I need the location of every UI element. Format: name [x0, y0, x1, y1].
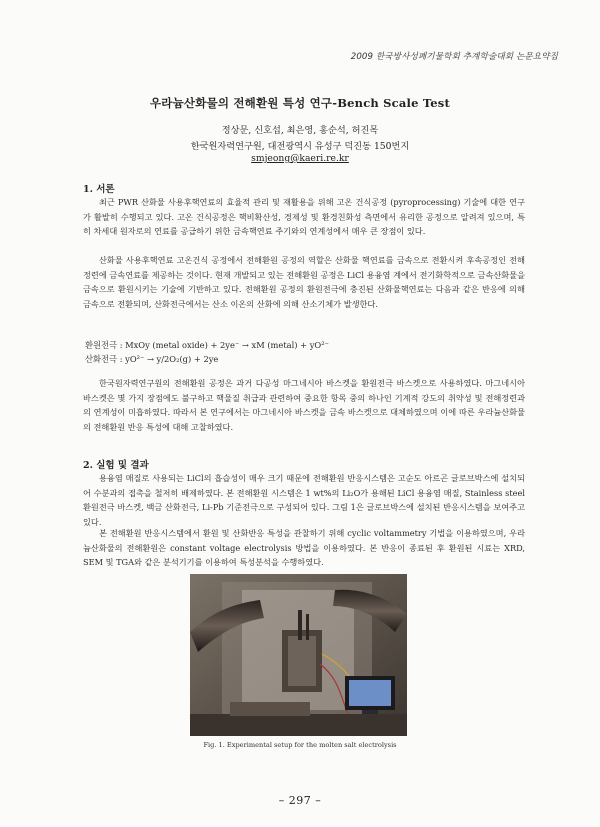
methods-paragraph-1: 용융염 매질로 사용되는 LiCl의 흡습성이 매우 크기 때문에 전해환원 반응시스템은 고순도 아르곤 글로브박스에 설치되어 수분과의 접촉을 철저히 배제하였다. 본 전해환원 시스템은 1 wt%의 Li₂O가 용해된 LiCl 용융염 매질, Stainless steel 환원전극 바스켓, 백금 산화전극, Li-Pb 기준전극으로 구성되어 있다. 그림 1은 글로브박스에 설치된 반응시스템을 보여주고 있다. — [83, 473, 525, 527]
running-header: 2009 한국방사성폐기물학회 추계학술대회 논문요약집 — [350, 52, 558, 62]
anode-equation: 산화전극 : yO²⁻ → y/2O₂(g) + 2ye — [85, 354, 219, 364]
cathode-equation: 환원전극 : MxOy (metal oxide) + 2ye⁻ → xM (metal) + yO²⁻ — [85, 340, 329, 350]
author-email[interactable]: smjeong@kaeri.re.kr — [251, 153, 349, 164]
intro-paragraph-1: 최근 PWR 산화물 사용후핵연료의 효율적 관리 및 재활용을 위해 고온 건식공정 (pyroprocessing) 기술에 대한 연구가 활발히 수행되고 있다. 고온 건식공정은 핵비확산성, 경제성 및 환경친화성 측면에서 유리한 공정으로 알려져 있으며, 특히 차세대 원자로의 연료를 공급하기 위한 금속핵연료 주기와의 연계성에서 매우 큰 장점이 있다. — [83, 197, 525, 237]
intro-paragraph-2: 산화물 사용후핵연료 고온건식 공정에서 전해환원 공정의 역할은 산화물 핵연료를 금속으로 전환시켜 후속공정인 전해정련에 금속연료를 제공하는 것이다. 현재 개발되고 있는 전해환원 공정은 LiCl 용융염 계에서 전기화학적으로 금속산화물을 금속으로 환원시키는 기술에 기반하고 있다. 전해환원 공정의 환원전극에 충진된 산화물핵연료는 다음과 같은 반응에 의해 금속으로 전환되며, 산화전극에서는 산소 이온의 산화에 의해 산소기체가 발생한다. — [83, 255, 525, 309]
methods-paragraph-2: 본 전해환원 반응시스템에서 환원 및 산화반응 특성을 관찰하기 위해 cyclic voltammetry 기법을 이용하였으며, 우라늄산화물의 전해환원은 constant voltage electrolysis 방법을 이용하였다. 본 반응이 종료된 후 환원된 시료는 XRD, SEM 및 TGA와 같은 분석기기를 이용하여 특성분석을 수행하였다. — [83, 528, 525, 568]
paper-title: 우라늄산화물의 전해환원 특성 연구-Bench Scale Test — [150, 96, 450, 110]
page-number: – 297 – — [278, 794, 322, 807]
intro-paragraph-3: 한국원자력연구원의 전해환원 공정은 과거 다공성 마그네시아 바스켓을 환원전극 바스켓으로 사용하였다. 마그네시아 바스켓은 몇 가지 장점에도 불구하고 핵물질 취급과 관련하여 중요한 항목 중의 하나인 기계적 강도의 취약성 및 전해정련과의 연계성이 미흡하였다. 따라서 본 연구에서는 마그네시아 바스켓을 금속 바스켓으로 대체하였으며 이에 따른 우라늄산화물의 전해환원 반응 특성에 대해 고찰하였다. — [83, 378, 525, 432]
section-heading-experiment: 2. 실험 및 결과 — [83, 460, 149, 471]
section-heading-introduction: 1. 서론 — [83, 184, 115, 195]
affiliation: 한국원자력연구원, 대전광역시 유성구 덕진동 150번지 — [190, 141, 410, 152]
experimental-setup-photo — [190, 574, 407, 736]
author-list: 정상문, 신호섭, 최은영, 홍순석, 허진목 — [221, 125, 379, 136]
figure-caption: Fig. 1. Experimental setup for the molten salt electrolysis — [203, 741, 397, 749]
